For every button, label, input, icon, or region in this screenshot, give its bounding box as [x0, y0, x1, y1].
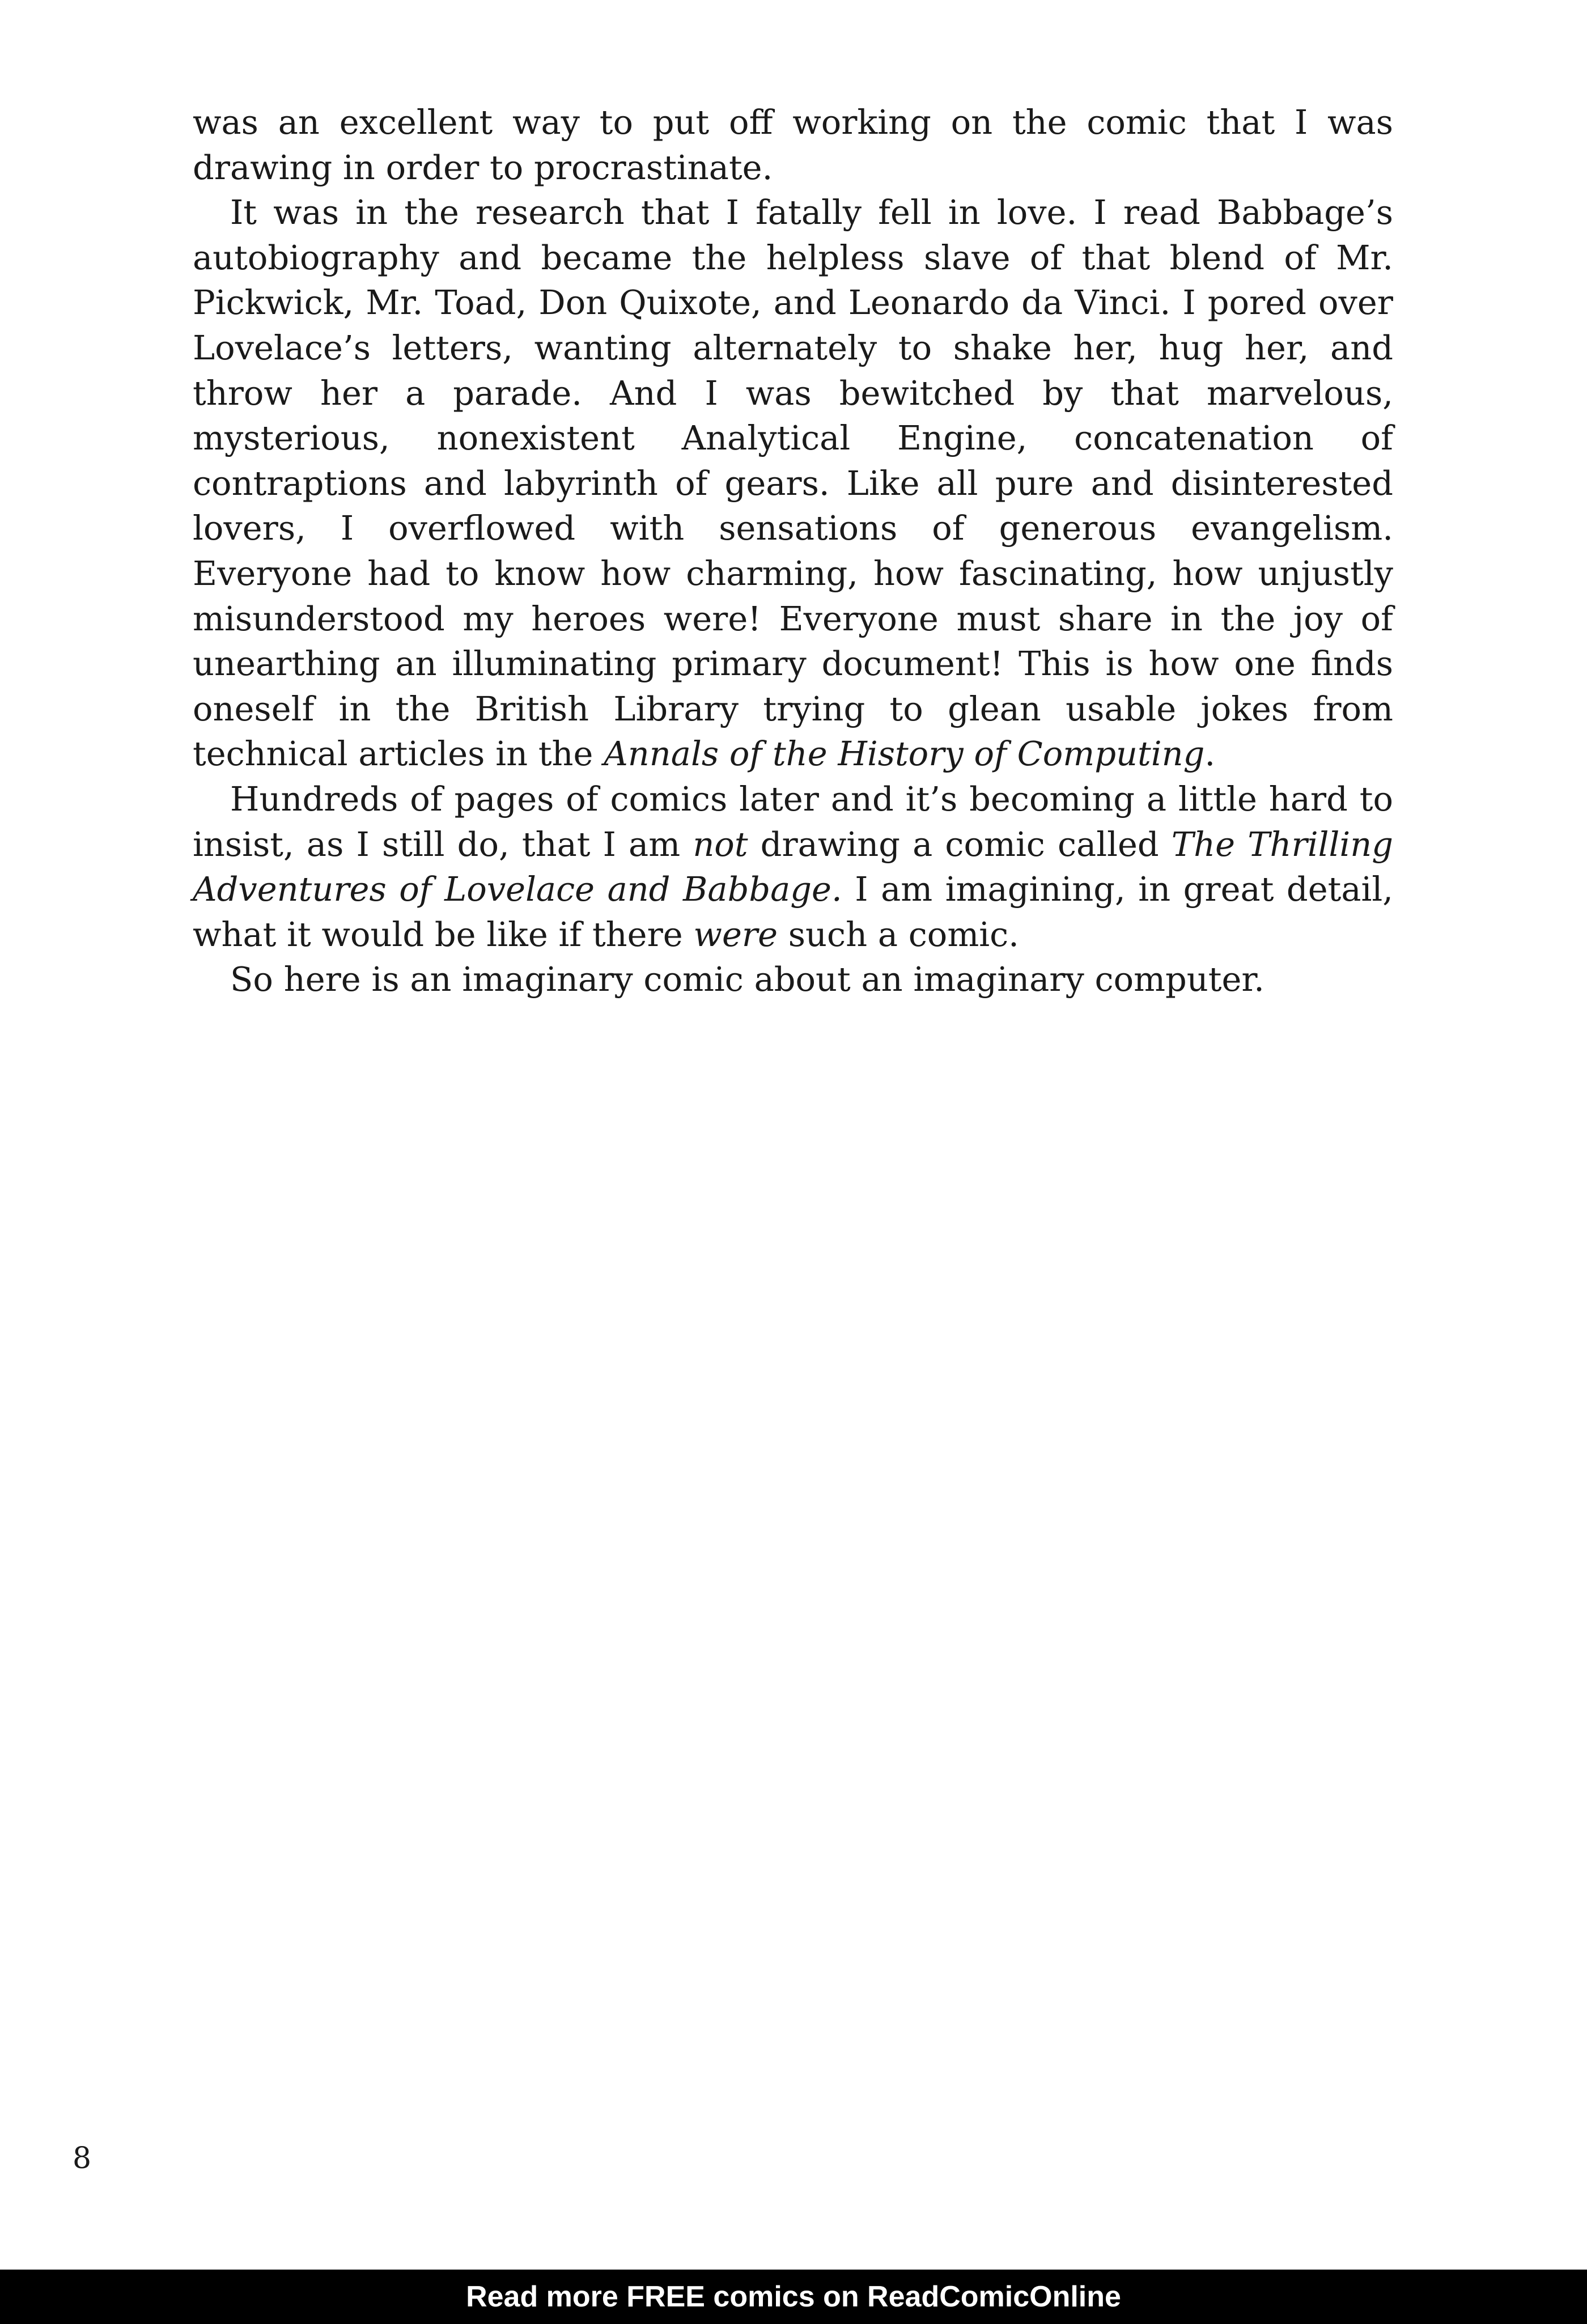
paragraph-hundreds-text-a: Hundreds of pages of comics later and it’s becoming a little hard to insist, as I still do, that I am: [193, 779, 1393, 864]
paragraph-hundreds-text-c: I am imagining, in great detail, what it would be like if there: [193, 870, 1393, 954]
italic-book-title: Annals of the History of Computing: [604, 734, 1205, 774]
paragraph-hundreds-text-b: drawing a comic called: [748, 824, 1172, 864]
italic-comic-title: The Thrilling Adventures of Lovelace and Babbage.: [193, 824, 1393, 909]
paragraph-research-text: It was in the research that I fatally fell in love. I read Babbage’s autobiography and became the helpless slave of that blend of Mr. Pickwick, Mr. Toad, Don Quixote, and Leonardo da Vinci. I pored over Lovelace’s letters, wanting alternately to shake her, hug her, and throw her a parade. And I was bewitched by that marvelous, mysterious, nonexistent Analytical Engine, concatenation of contraptions and labyrinth of gears. Like all pure and disinterested lovers, I overflowed with sensations of generous evangelism. Everyone had to know how charming, how fascinating, how unjustly misunderstood my heroes were! Everyone must share in the joy of unearthing an illuminating primary document! This is how one finds oneself in the British Library trying to glean usable jokes from technical articles in the: [193, 193, 1393, 774]
paragraph-closing: So here is an imaginary comic about an imaginary computer.: [230, 960, 1264, 999]
paragraph-research: [193, 190, 1393, 777]
footer-link-text[interactable]: Read more FREE comics on ReadComicOnline: [466, 2280, 1121, 2313]
footer-banner[interactable]: [0, 2270, 1587, 2324]
paragraph-hundreds-text-d: such a comic.: [778, 914, 1019, 954]
paragraph-continuation: was an excellent way to put off working on the comic that I was drawing in order to procrastinate.: [193, 103, 1393, 187]
paragraph-hundreds: [193, 777, 1393, 957]
page-number: 8: [73, 2141, 92, 2175]
italic-not: not: [693, 824, 748, 864]
body-text: [193, 100, 1393, 1002]
italic-were: were: [693, 914, 778, 954]
paragraph-research-end: .: [1204, 734, 1216, 774]
